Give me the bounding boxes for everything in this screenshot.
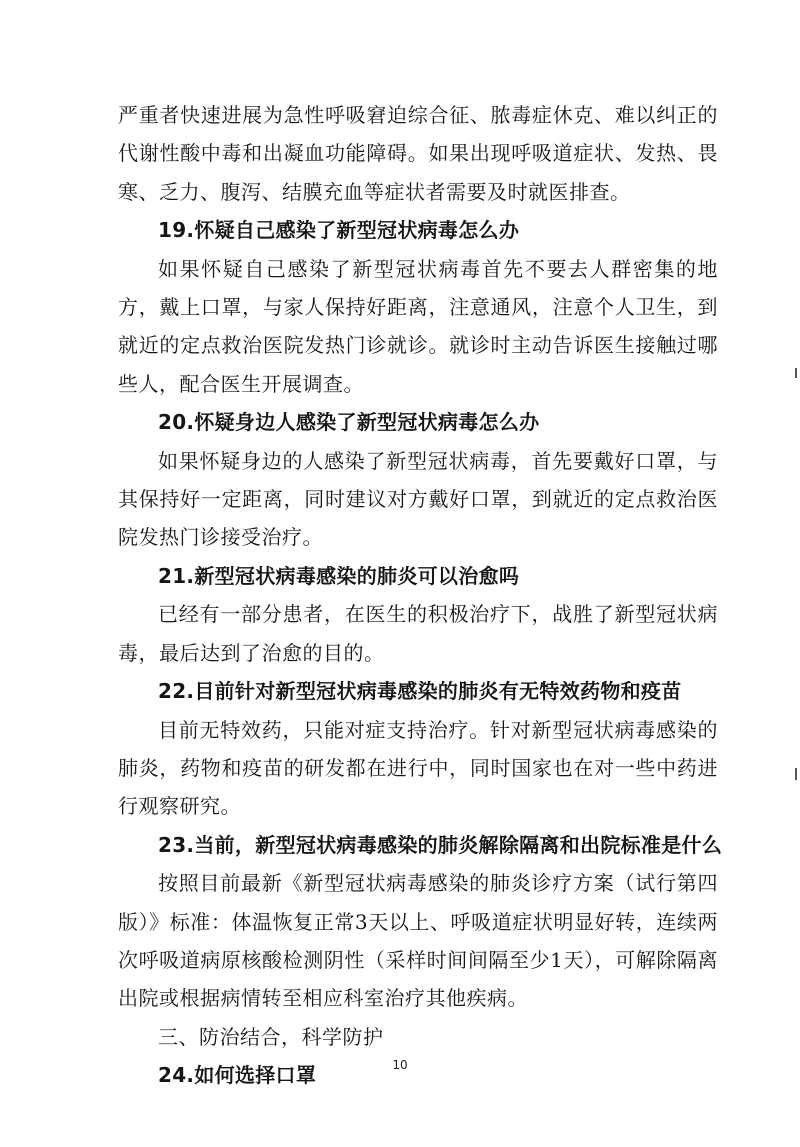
section-23-heading: 23.当前，新型冠状病毒感染的肺炎解除隔离和出院标准是什么	[158, 832, 723, 857]
section-21-body: 已经有一部分患者，在医生的积极治疗下，战胜了新型冠状病毒，最后达到了治愈的目的。	[118, 602, 718, 665]
section-19-heading: 19.怀疑自己感染了新型冠状病毒怎么办	[158, 218, 520, 243]
intro-paragraph: 严重者快速进展为急性呼吸窘迫综合征、脓毒症休克、难以纠正的代谢性酸中毒和出凝血功能障碍。如果出现呼吸道症状、发热、畏寒、乏力、腹泻、结膜充血等症状者需要及时就医排查。	[118, 103, 718, 204]
section-20-heading: 20.怀疑身边人感染了新型冠状病毒怎么办	[158, 410, 540, 435]
section-21-heading: 21.新型冠状病毒感染的肺炎可以治愈吗	[158, 563, 520, 588]
scan-edge-mark-top	[795, 368, 797, 378]
section-22-body: 目前无特效药，只能对症支持治疗。针对新型冠状病毒感染的肺炎，药物和疫苗的研发都在进行中，同时国家也在对一些中药进行观察研究。	[118, 717, 718, 819]
page-number: 10	[392, 1058, 408, 1072]
section-24-heading: 24.如何选择口罩	[158, 1063, 317, 1088]
section-23-body: 按照目前最新《新型冠状病毒感染的肺炎诊疗方案（试行第四版）》标准：体温恢复正常3天以上、呼吸道症状明显好转，连续两次呼吸道病原核酸检测阴性（采样时间间隔至少1天），可解除隔离出院或根据病情转至相应科室治疗其他疾病。	[118, 871, 718, 1011]
section-22-heading: 22.目前针对新型冠状病毒感染的肺炎有无特效药物和疫苗	[158, 679, 682, 704]
part-heading: 三、防治结合，科学防护	[158, 1024, 384, 1049]
page-content	[118, 96, 723, 1095]
section-19-body: 如果怀疑自己感染了新型冠状病毒首先不要去人群密集的地方，戴上口罩，与家人保持好距离，注意通风，注意个人卫生，到就近的定点救治医院发热门诊就诊。就诊时主动告诉医生接触过哪些人，配合医生开展调查。	[118, 256, 718, 396]
section-20-body: 如果怀疑身边的人感染了新型冠状病毒，首先要戴好口罩，与其保持好一定距离，同时建议对方戴好口罩，到就近的定点救治医院发热门诊接受治疗。	[118, 448, 718, 550]
scan-edge-mark-bottom	[795, 768, 797, 780]
